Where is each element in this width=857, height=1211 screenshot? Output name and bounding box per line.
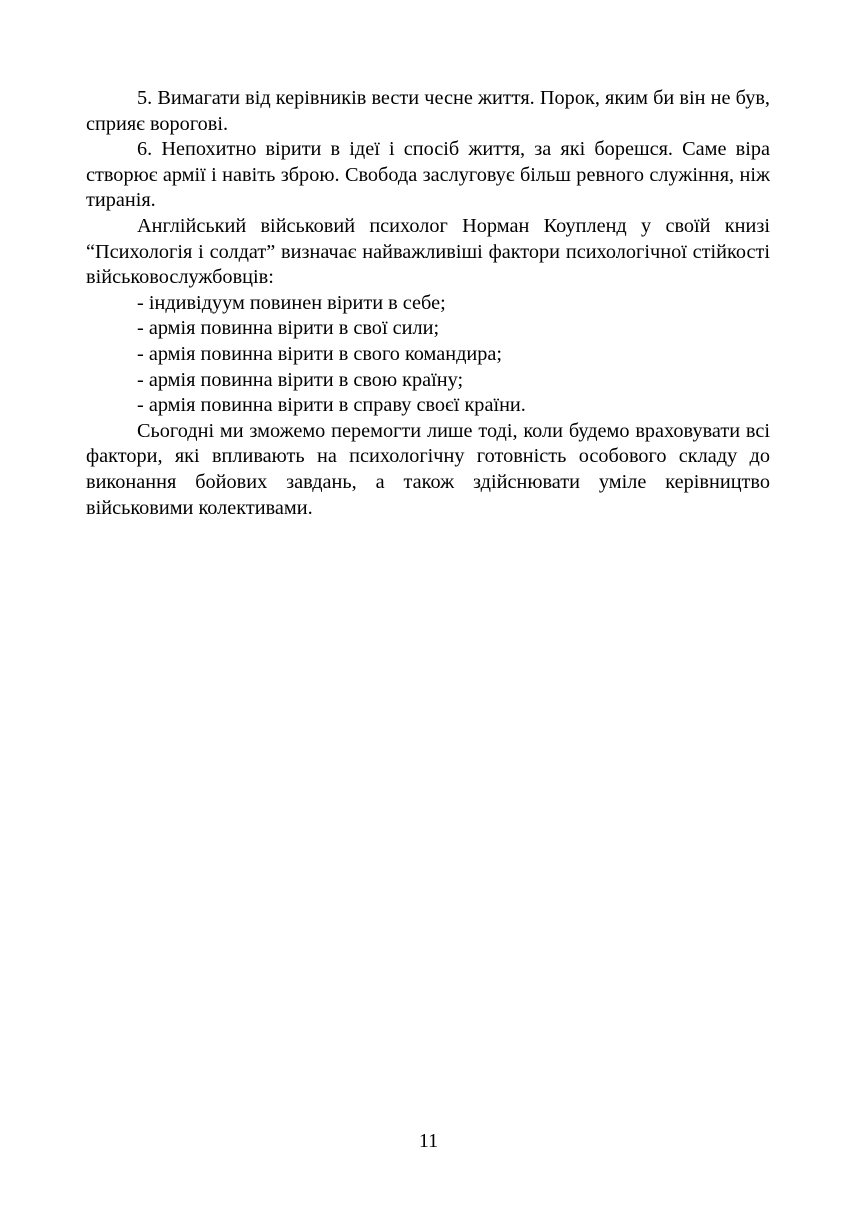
list-item: - індивідуум повинен вірити в себе; [137, 291, 446, 314]
page-number: 11 [418, 1130, 439, 1152]
list-item: - армія повинна вірити в свої сили; [137, 317, 440, 340]
factors-list [86, 291, 770, 419]
paragraph-requirement-6: 6. Непохитно вірити в ідеї і спосіб життя, за які борешся. Саме віра створює армії і навіть зброю. Свобода заслуговує більш ревного служіння, ніж тиранія. [86, 138, 770, 212]
paragraph-conclusion: Сьогодні ми зможемо перемогти лише тоді, коли будемо враховувати всі фактори, які впливають на психологічну готовність особового складу до виконання бойових завдань, а також здійснювати уміле керівництво військовими колективами. [86, 419, 770, 519]
paragraph-copeland-intro: Англійський військовий психолог Норман Коупленд у своїй книзі “Психологія і солдат” визначає найважливіші фактори психологічної стійкості військовослужбовців: [86, 214, 770, 289]
paragraph-requirement-5: 5. Вимагати від керівників вести чесне життя. Порок, яким би він не був, сприяє ворогові. [86, 87, 770, 135]
list-item: - армія повинна вірити в свого командира; [137, 342, 503, 365]
list-item: - армія повинна вірити в справу своєї країни. [137, 394, 526, 417]
page-body [86, 86, 770, 521]
list-item: - армія повинна вірити в свою країну; [137, 368, 464, 391]
